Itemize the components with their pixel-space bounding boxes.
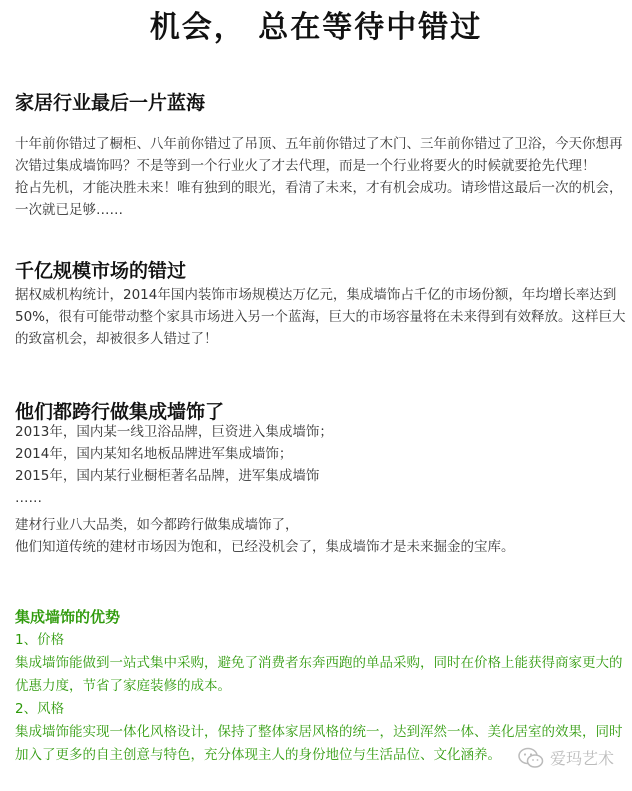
section-heading-crossover: 他们都跨行做集成墙饰了: [15, 401, 225, 423]
paragraph-line: 集成墙饰能做到一站式集中采购，避免了消费者东奔西跑的单品采购，同时在价格上能获得商家更大的: [15, 655, 623, 671]
page-title: 机会， 总在等待中错过: [149, 10, 483, 45]
paragraph-line: 加入了更多的自主创意与特色，充分体现主人的身份地位与生活品位、文化涵养。: [15, 747, 501, 763]
list-item: 1、价格: [15, 632, 65, 648]
paragraph-line: 集成墙饰能实现一体化风格设计，保持了整体家居风格的统一，达到浑然一体、美化居室的效果，同时: [15, 724, 623, 740]
paragraph-line: 他们知道传统的建材市场因为饱和，已经没机会了，集成墙饰才是未来掘金的宝库。: [15, 539, 515, 555]
paragraph-line: 十年前你错过了橱柜、八年前你错过了吊顶、五年前你错过了木门、三年前你错过了卫浴，今天你想再: [15, 136, 623, 152]
paragraph-line: 抢占先机，才能决胜未来！唯有独到的眼光，看清了未来，才有机会成功。请珍惜这最后一次的机会，: [15, 180, 623, 196]
wechat-icon: [518, 747, 544, 769]
paragraph-line: ……: [15, 490, 42, 506]
watermark: [518, 746, 614, 769]
section-body-crossover: [15, 421, 627, 509]
paragraph-line: 次错过集成墙饰吗？不是等到一个行业火了才去代理，而是一个行业将要火的时候就要抢先代理！: [15, 158, 596, 174]
paragraph-line: 据权威机构统计，2014年国内装饰市场规模达万亿元，集成墙饰占千亿的市场份额，年均增长率达到: [15, 287, 617, 303]
section-body-market: [15, 284, 627, 350]
paragraph-line: 2015年，国内某行业橱柜著名品牌，进军集成墙饰: [15, 468, 320, 484]
section-heading-blue-ocean: 家居行业最后一片蓝海: [15, 92, 206, 114]
paragraph-line: 建材行业八大品类，如今都跨行做集成墙饰了，: [15, 517, 299, 533]
paragraph-line: 一次就已足够……: [15, 202, 123, 218]
watermark-label: 爱玛艺术: [549, 749, 614, 768]
section-body-blue-ocean: [15, 133, 627, 221]
paragraph-line: 2014年，国内某知名地板品牌进军集成墙饰；: [15, 446, 293, 462]
paragraph-line: 的致富机会，却被很多人错过了！: [15, 331, 218, 347]
paragraph-line: 优惠力度，节省了家庭装修的成本。: [15, 678, 231, 694]
paragraph-line: 2013年，国内某一线卫浴品牌，巨资进入集成墙饰；: [15, 424, 333, 440]
paragraph-line: 50%，很有可能带动整个家具市场进入另一个蓝海，巨大的市场容量将在未来得到有效释放。这样巨大: [15, 309, 626, 325]
section-heading-market: 千亿规模市场的错过: [15, 260, 187, 282]
section-body-crossover-summary: [15, 514, 627, 558]
list-item: 2、风格: [15, 701, 65, 717]
section-heading-advantages: 集成墙饰的优势: [15, 608, 121, 626]
